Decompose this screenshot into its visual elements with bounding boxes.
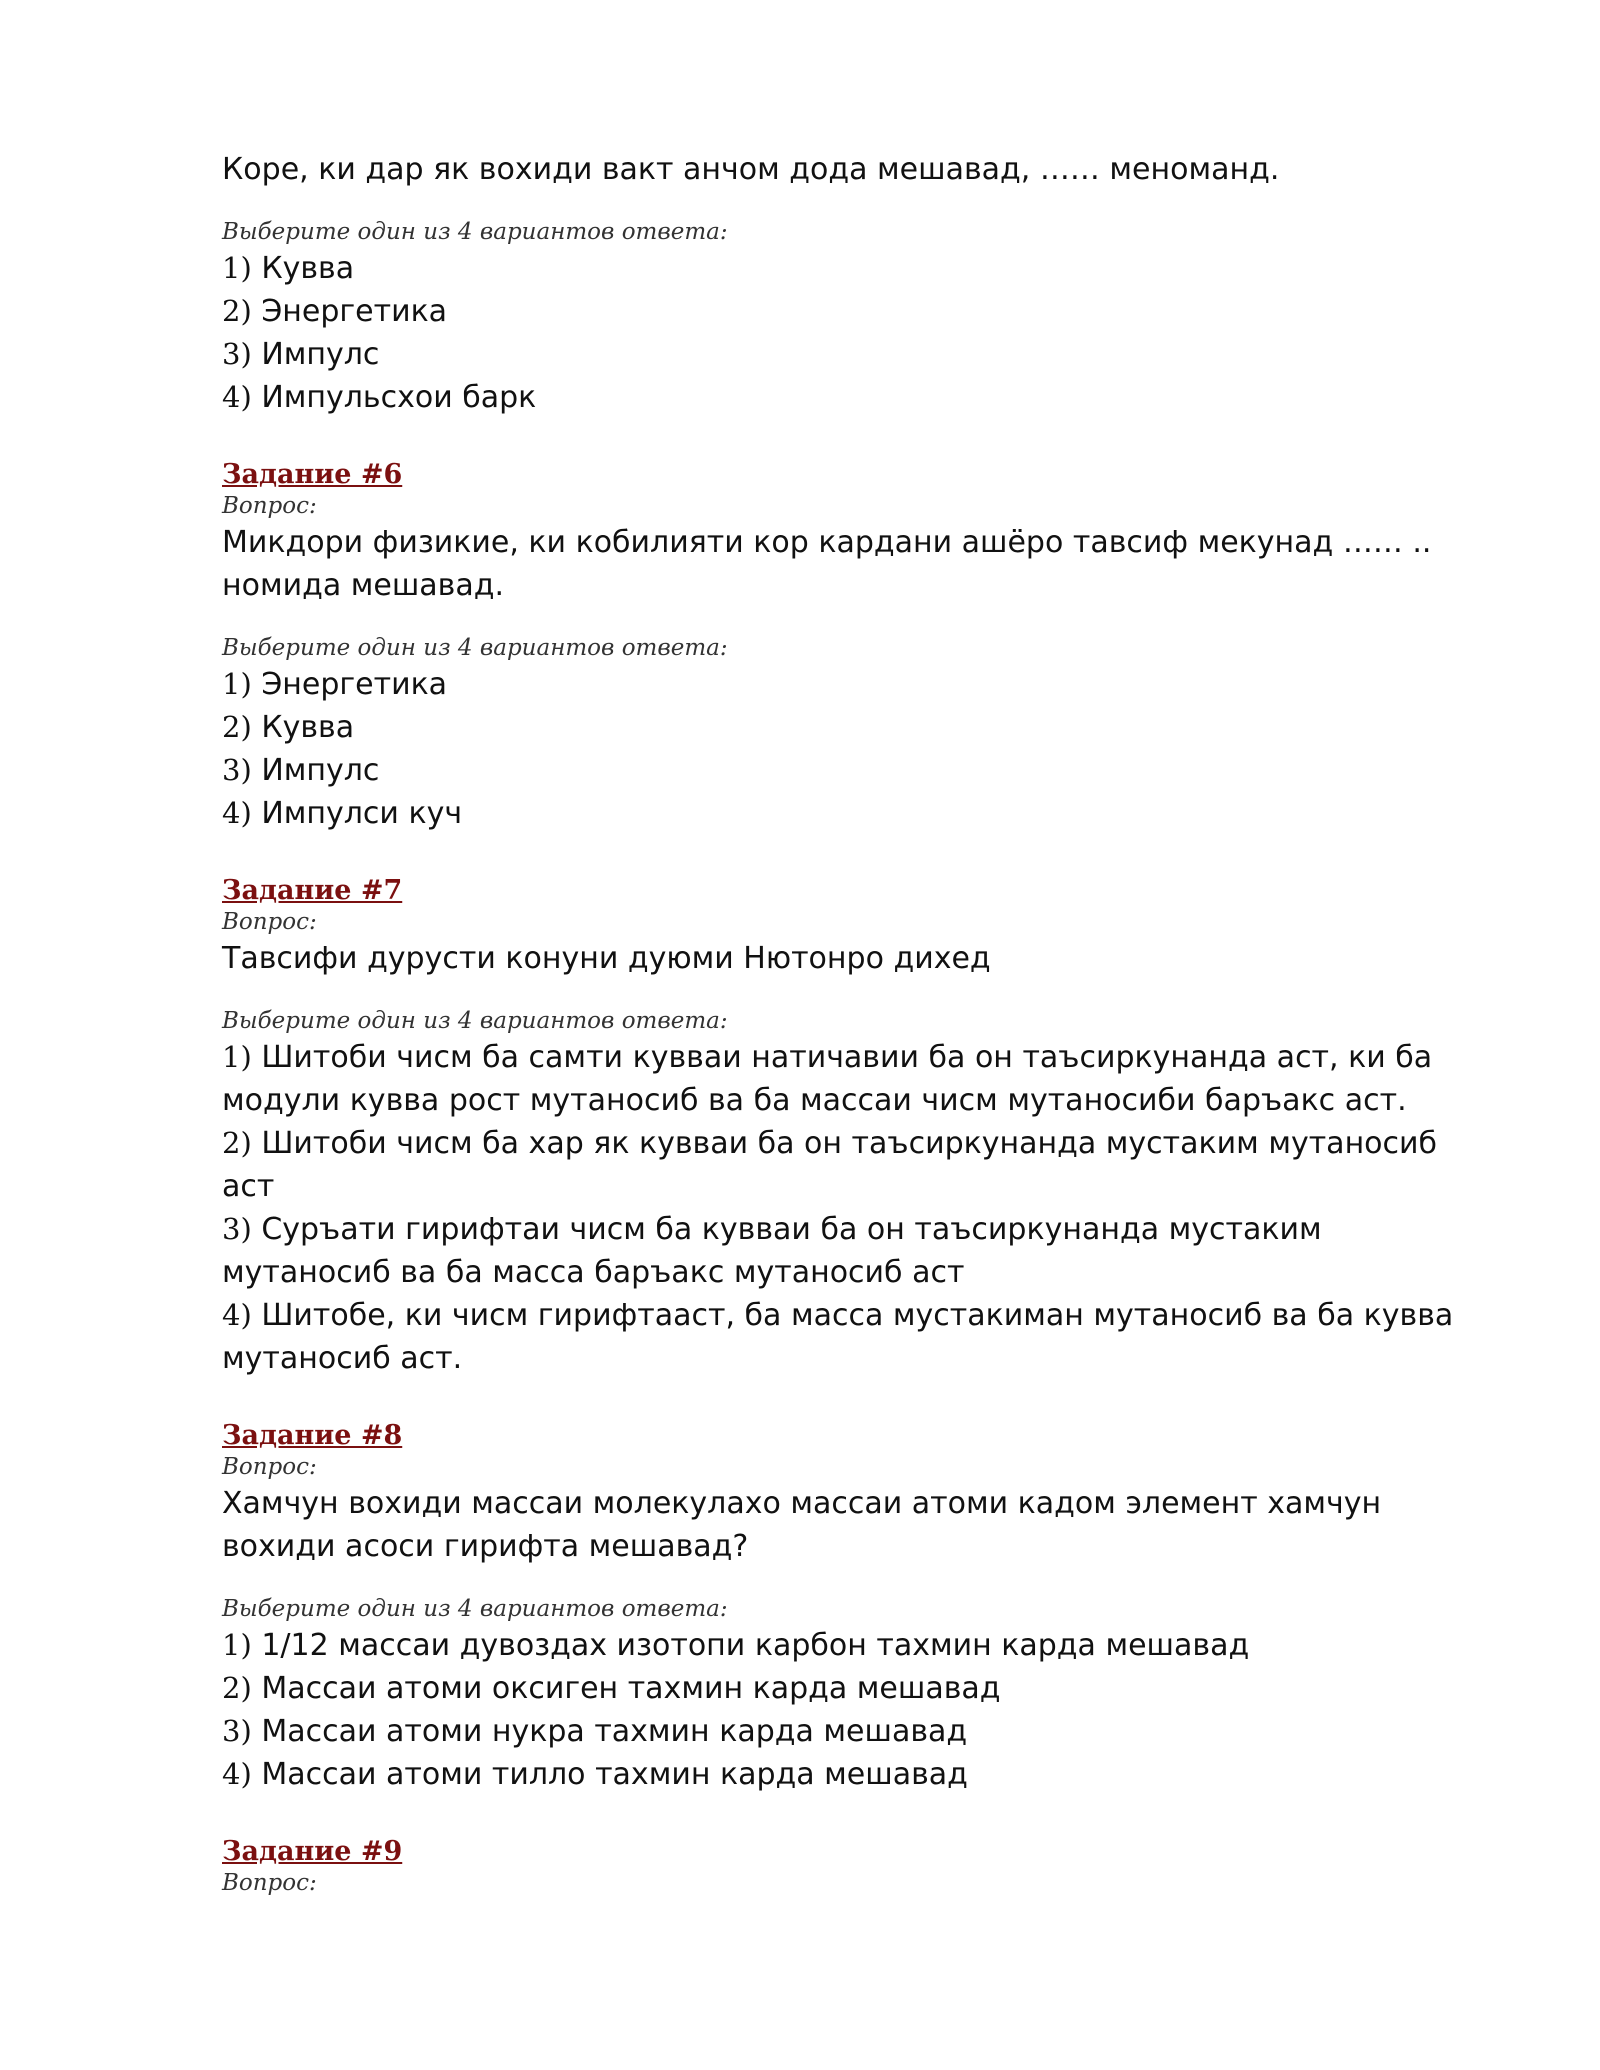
answer-list xyxy=(222,663,1482,835)
answer-hint: Выберите один из 4 вариантов ответа: xyxy=(222,1596,728,1622)
answer-list xyxy=(222,1036,1482,1380)
question-text: Хамчун вохиди массаи молекулахо массаи атоми кадом элемент хамчун вохиди асоси гирифта мешавад? xyxy=(222,1486,1382,1564)
answer-option: 3) Импулс xyxy=(222,753,380,788)
answer-option: 4) Массаи атоми тилло тахмин карда мешавад xyxy=(222,1757,968,1792)
task-title[interactable]: Задание #6 xyxy=(222,459,403,490)
question-text: Коре, ки дар як вохиди вакт анчом дода мешавад, …… меноманд. xyxy=(222,152,1280,187)
answer-option: 4) Шитобе, ки чисм гирифтааст, ба масса мустакиман мутаносиб ва ба кувва мутаносиб аст. xyxy=(222,1298,1454,1376)
answer-list xyxy=(222,1624,1482,1796)
question-label: Вопрос: xyxy=(222,909,317,935)
question-label: Вопрос: xyxy=(222,493,317,519)
question-label: Вопрос: xyxy=(222,1870,317,1896)
answer-option: 1) 1/12 массаи дувоздах изотопи карбон тахмин карда мешавад xyxy=(222,1628,1250,1663)
answer-list xyxy=(222,247,1482,419)
answer-option: 2) Шитоби чисм ба хар як кувваи ба он таъсиркунанда мустаким мутаносиб аст xyxy=(222,1126,1438,1204)
task-6 xyxy=(222,459,1482,835)
answer-hint: Выберите один из 4 вариантов ответа: xyxy=(222,1008,728,1034)
task-title[interactable]: Задание #7 xyxy=(222,875,403,906)
answer-option: 3) Суръати гирифтаи чисм ба кувваи ба он таъсиркунанда мустаким мутаносиб ва ба масса баръакс мутаносиб аст xyxy=(222,1212,1322,1290)
answer-option: 2) Массаи атоми оксиген тахмин карда мешавад xyxy=(222,1671,1001,1706)
question-text: Микдори физикие, ки кобилияти кор кардани ашёро тавсиф мекунад …… .. номида мешавад. xyxy=(222,525,1432,603)
answer-option: 1) Шитоби чисм ба самти кувваи натичавии ба он таъсиркунанда аст, ки ба модули кувва рост мутаносиб ва ба массаи чисм мутаносиби баръакс аст. xyxy=(222,1040,1433,1118)
question-label: Вопрос: xyxy=(222,1454,317,1480)
task-9 xyxy=(222,1836,1482,1898)
answer-option: 2) Энергетика xyxy=(222,294,448,329)
answer-option: 4) Импулси куч xyxy=(222,796,463,831)
answer-option: 1) Энергетика xyxy=(222,667,448,702)
task-7 xyxy=(222,875,1482,1380)
task-title[interactable]: Задание #8 xyxy=(222,1420,403,1451)
answer-option: 3) Импулс xyxy=(222,337,380,372)
answer-option: 2) Кувва xyxy=(222,710,355,745)
answer-option: 1) Кувва xyxy=(222,251,355,286)
answer-option: 3) Массаи атоми нукра тахмин карда мешавад xyxy=(222,1714,968,1749)
task-title[interactable]: Задание #9 xyxy=(222,1836,403,1867)
answer-option: 4) Импульсхои барк xyxy=(222,380,537,415)
prev-task xyxy=(222,148,1482,419)
task-8 xyxy=(222,1420,1482,1796)
document-page xyxy=(222,148,1482,1898)
answer-hint: Выберите один из 4 вариантов ответа: xyxy=(222,635,728,661)
answer-hint: Выберите один из 4 вариантов ответа: xyxy=(222,219,728,245)
question-text: Тавсифи дурусти конуни дуюми Нютонро дихед xyxy=(222,941,991,976)
